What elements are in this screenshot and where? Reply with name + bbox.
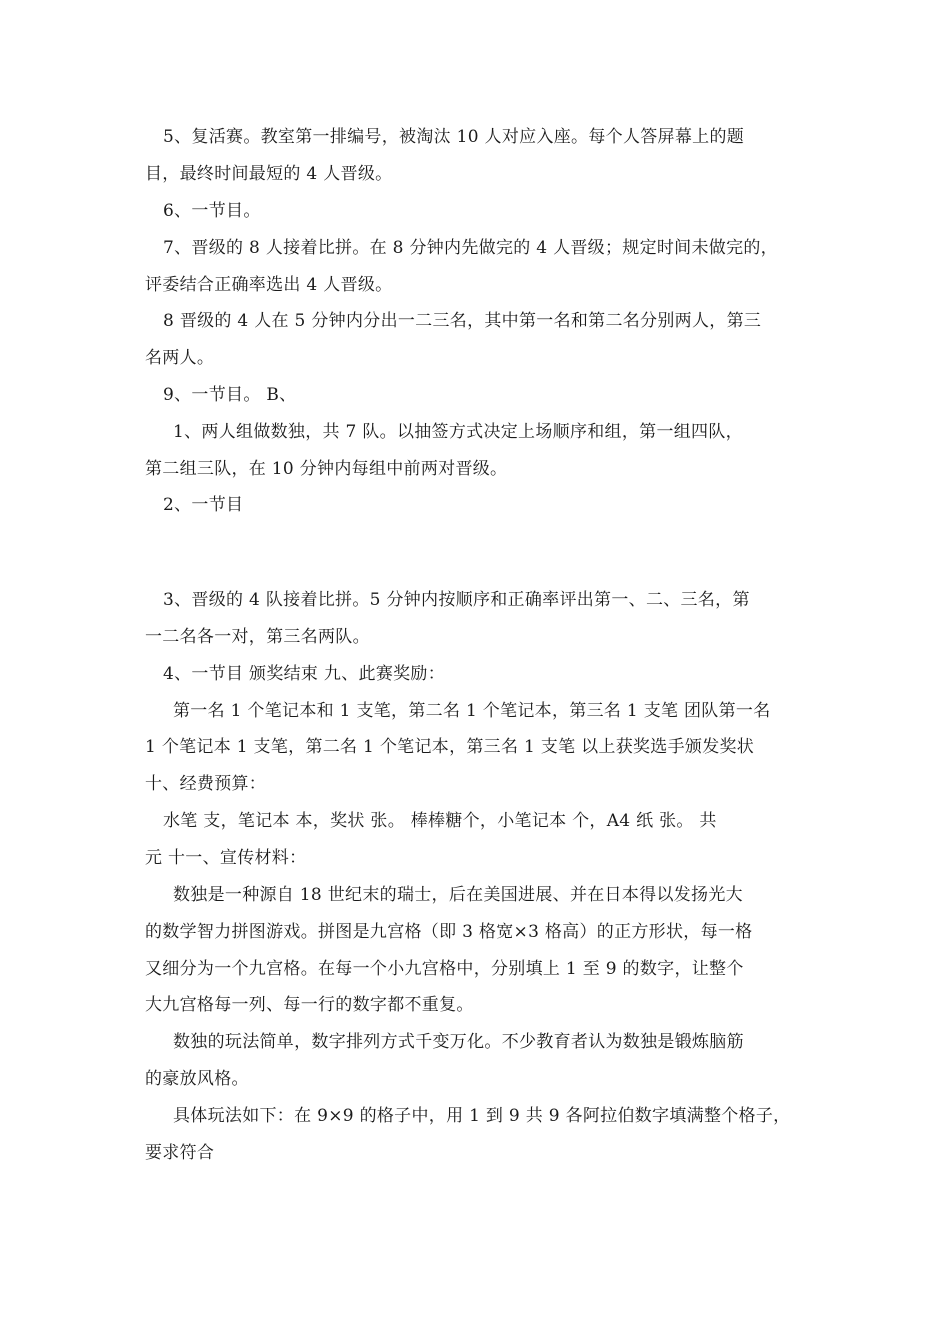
text-line: 3、晋级的 4 队接着比拼。5 分钟内按顺序和正确率评出第一、二、三名，第 xyxy=(163,590,750,610)
text-line: 8 晋级的 4 人在 5 分钟内分出一二三名，其中第一名和第二名分别两人，第三 xyxy=(163,311,762,331)
text-line: 9、一节目。 B、 xyxy=(163,385,297,405)
text-line: 十、经费预算： xyxy=(145,774,267,794)
text-line: 名两人。 xyxy=(145,348,215,368)
text-line: 具体玩法如下：在 9×9 的格子中，用 1 到 9 共 9 各阿拉伯数字填满整个格子， xyxy=(173,1106,791,1126)
text-line: 5、复活赛。教室第一排编号，被淘汰 10 人对应入座。每个人答屏幕上的题 xyxy=(163,127,745,147)
text-line: 6、一节目。 xyxy=(163,201,261,221)
text-line: 要求符合 xyxy=(145,1143,215,1163)
text-line: 又细分为一个九宫格。在每一个小九宫格中，分别填上 1 至 9 的数字，让整个 xyxy=(145,959,744,979)
text-line: 的豪放风格。 xyxy=(145,1069,249,1089)
text-line: 第二组三队，在 10 分钟内每组中前两对晋级。 xyxy=(145,459,508,479)
text-line: 数独的玩法简单，数字排列方式千变万化。不少教育者认为数独是锻炼脑筋 xyxy=(173,1032,744,1052)
text-line: 7、晋级的 8 人接着比拼。在 8 分钟内先做完的 4 人晋级；规定时间未做完的， xyxy=(163,238,778,258)
text-line: 4、一节目 颁奖结束 九、此赛奖励： xyxy=(163,664,446,684)
text-line: 1 个笔记本 1 支笔，第二名 1 个笔记本，第三名 1 支笔 以上获奖选手颁发奖状 xyxy=(145,737,755,757)
text-line: 数独是一种源自 18 世纪末的瑞士，后在美国进展、并在日本得以发扬光大 xyxy=(173,885,743,905)
text-line: 的数学智力拼图游戏。拼图是九宫格（即 3 格宽×3 格高）的正方形状，每一格 xyxy=(145,922,753,942)
text-line: 目，最终时间最短的 4 人晋级。 xyxy=(145,164,393,184)
text-line: 评委结合正确率选出 4 人晋级。 xyxy=(145,275,393,295)
text-line: 一二名各一对，第三名两队。 xyxy=(145,627,370,647)
text-line: 水笔 支，笔记本 本，奖状 张。 棒棒糖个，小笔记本 个，A4 纸 张。 共 xyxy=(163,811,717,831)
text-line: 2、一节目 xyxy=(163,495,244,515)
text-line: 元 十一、宣传材料： xyxy=(145,848,307,868)
text-line: 第一名 1 个笔记本和 1 支笔，第二名 1 个笔记本，第三名 1 支笔 团队第一名 xyxy=(173,701,771,721)
text-line: 1、两人组做数独，共 7 队。以抽签方式决定上场顺序和组，第一组四队， xyxy=(173,422,743,442)
text-line: 大九宫格每一列、每一行的数字都不重复。 xyxy=(145,995,474,1015)
